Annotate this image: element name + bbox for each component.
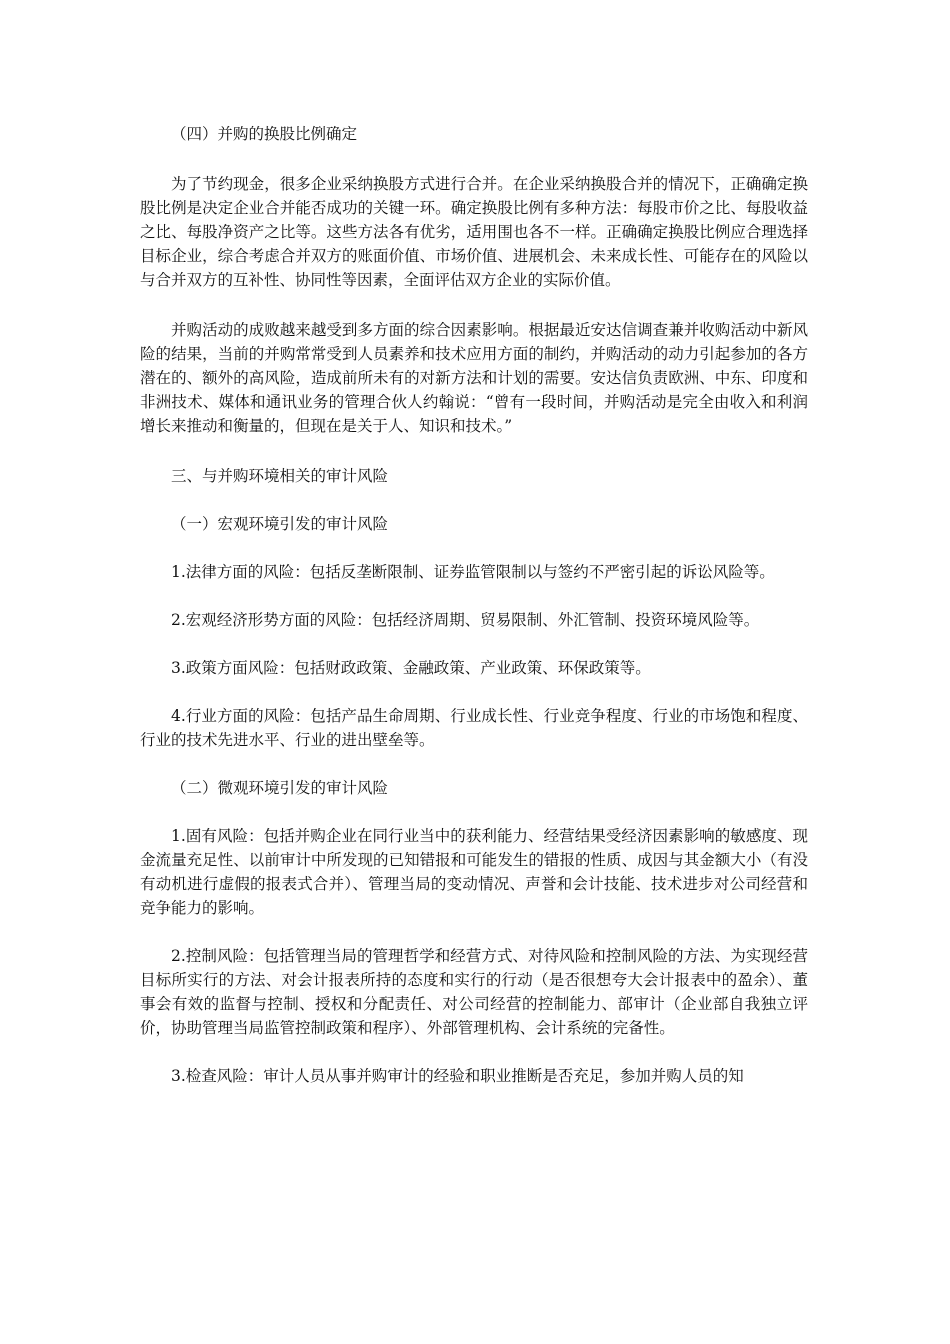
paragraph-industry-risk: 4.行业方面的风险：包括产品生命周期、行业成长性、行业竞争程度、行业的市场饱和程度、行业的技术先进水平、行业的进出壁垒等。	[140, 707, 808, 749]
paragraph-control-risk: 2.控制风险：包括管理当局的管理哲学和经营方式、对待风险和控制风险的方法、为实现经营目标所实行的方法、对会计报表所持的态度和实行的行动（是否很想夸大会计报表中的盈余）、董事会有效的监督与控制、授权和分配责任、对公司经营的控制能力、部审计（企业部自我独立评价，协助管理当局监管控制政策和程序）、外部管理机构、会计系统的完备性。	[140, 947, 808, 1037]
document-body	[140, 122, 808, 1088]
paragraph-macroeconomic-risk: 2.宏观经济形势方面的风险：包括经济周期、贸易限制、外汇管制、投资环境风险等。	[171, 611, 760, 629]
paragraph-merger-factors: 并购活动的成败越来越受到多方面的综合因素影响。根据最近安达信调查兼并收购活动中新风险的结果，当前的并购常常受到人员素养和技术应用方面的制约，并购活动的动力引起参加的各方潜在的、额外的高风险，造成前所未有的对新方法和计划的需要。安达信负责欧洲、中东、印度和非洲技术、媒体和通讯业务的管理合伙人约翰说：“曾有一段时间，并购活动是完全由收入和利润增长来推动和衡量的，但现在是关于人、知识和技术。”	[140, 321, 808, 435]
section-heading-audit-risk-environment: 三、与并购环境相关的审计风险	[171, 467, 389, 485]
paragraph-policy-risk: 3.政策方面风险：包括财政政策、金融政策、产业政策、环保政策等。	[171, 659, 651, 677]
paragraph-detection-risk: 3.检查风险：审计人员从事并购审计的经验和职业推断是否充足，参加并购人员的知	[171, 1067, 744, 1085]
paragraph-legal-risk: 1.法律方面的风险：包括反垄断限制、证券监管限制以与签约不严密引起的诉讼风险等。	[171, 563, 775, 581]
section-heading-macro-risk: （一）宏观环境引发的审计风险	[171, 515, 389, 533]
paragraph-inherent-risk: 1.固有风险：包括并购企业在同行业当中的获利能力、经营结果受经济因素影响的敏感度、现金流量充足性、以前审计中所发现的已知错报和可能发生的错报的性质、成因与其金额大小（有没有动机进行虚假的报表式合并）、管理当局的变动情况、声誉和会计技能、技术进步对公司经营和竞争能力的影响。	[140, 827, 808, 917]
paragraph-share-exchange: 为了节约现金，很多企业采纳换股方式进行合并。在企业采纳换股合并的情况下，正确确定换股比例是决定企业合并能否成功的关键一环。确定换股比例有多种方法：每股市价之比、每股收益之比、每股净资产之比等。这些方法各有优劣，适用围也各不一样。正确确定换股比例应合理选择目标企业，综合考虑合并双方的账面价值、市场价值、进展机会、未来成长性、可能存在的风险以与合并双方的互补性、协同性等因素，全面评估双方企业的实际价值。	[140, 175, 808, 289]
section-heading-micro-risk: （二）微观环境引发的审计风险	[171, 779, 389, 797]
section-heading-share-exchange-ratio: （四）并购的换股比例确定	[171, 125, 358, 143]
